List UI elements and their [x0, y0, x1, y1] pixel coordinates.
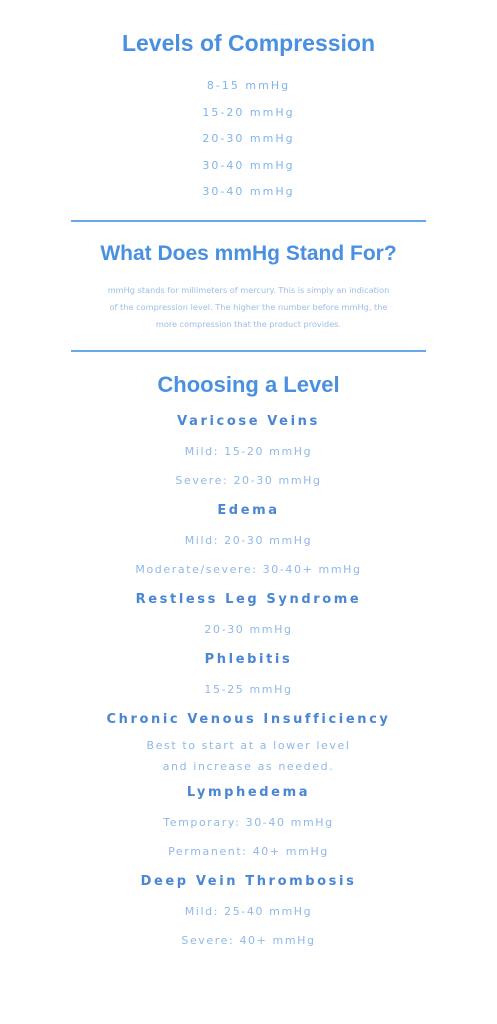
levels-list [0, 73, 497, 206]
level-item: 30-40 mmHg [202, 185, 295, 198]
condition-deep-vein-thrombosis [0, 866, 497, 955]
condition-level: Mild: 25-40 mmHg [184, 904, 313, 918]
condition-name: Edema [217, 502, 280, 518]
condition-restless-leg-syndrome [0, 584, 497, 644]
choosing-title: Choosing a Level [157, 371, 340, 397]
condition-level: Mild: 20-30 mmHg [184, 533, 313, 547]
condition-lymphedema [0, 777, 497, 866]
mmhg-title: What Does mmHg Stand For? [100, 241, 397, 265]
condition-level: Best to start at a lower level [146, 738, 351, 752]
condition-level: Severe: 20-30 mmHg [175, 473, 322, 487]
conditions-list [0, 406, 497, 955]
condition-phlebitis [0, 644, 497, 704]
levels-title: Levels of Compression [121, 30, 376, 56]
condition-name: Lymphedema [186, 784, 311, 800]
divider [71, 350, 426, 352]
level-item: 15-20 mmHg [202, 105, 295, 119]
mmhg-description: mmHg stands for millimeters of mercury. This is simply an indication of the compression level. The higher the number before mmHg, the more compression that the product provides. [107, 284, 390, 329]
condition-level: Mild: 15-20 mmHg [184, 444, 313, 458]
condition-level: Moderate/severe: 30-40+ mmHg [135, 562, 362, 576]
condition-name: Phlebitis [204, 651, 293, 667]
level-item: 30-40 mmHg [202, 158, 295, 172]
condition-name: Varicose Veins [177, 413, 320, 429]
level-item: 20-30 mmHg [202, 132, 295, 145]
condition-varicose-veins [0, 406, 497, 495]
condition-level: and increase as needed. [162, 759, 335, 773]
condition-level: Severe: 40+ mmHg [181, 933, 316, 947]
level-item: 8-15 mmHg [206, 79, 291, 92]
condition-name: Deep Vein Thrombosis [140, 873, 357, 889]
divider [71, 220, 426, 222]
condition-level: Temporary: 30-40 mmHg [163, 815, 334, 829]
condition-level: Permanent: 40+ mmHg [168, 844, 329, 858]
condition-name: Chronic Venous Insufficiency [106, 711, 391, 727]
condition-level: 15-25 mmHg [204, 682, 293, 696]
condition-edema [0, 495, 497, 584]
condition-name: Restless Leg Syndrome [135, 591, 362, 607]
condition-chronic-venous-insufficiency [0, 704, 497, 777]
condition-level: 20-30 mmHg [204, 622, 293, 636]
